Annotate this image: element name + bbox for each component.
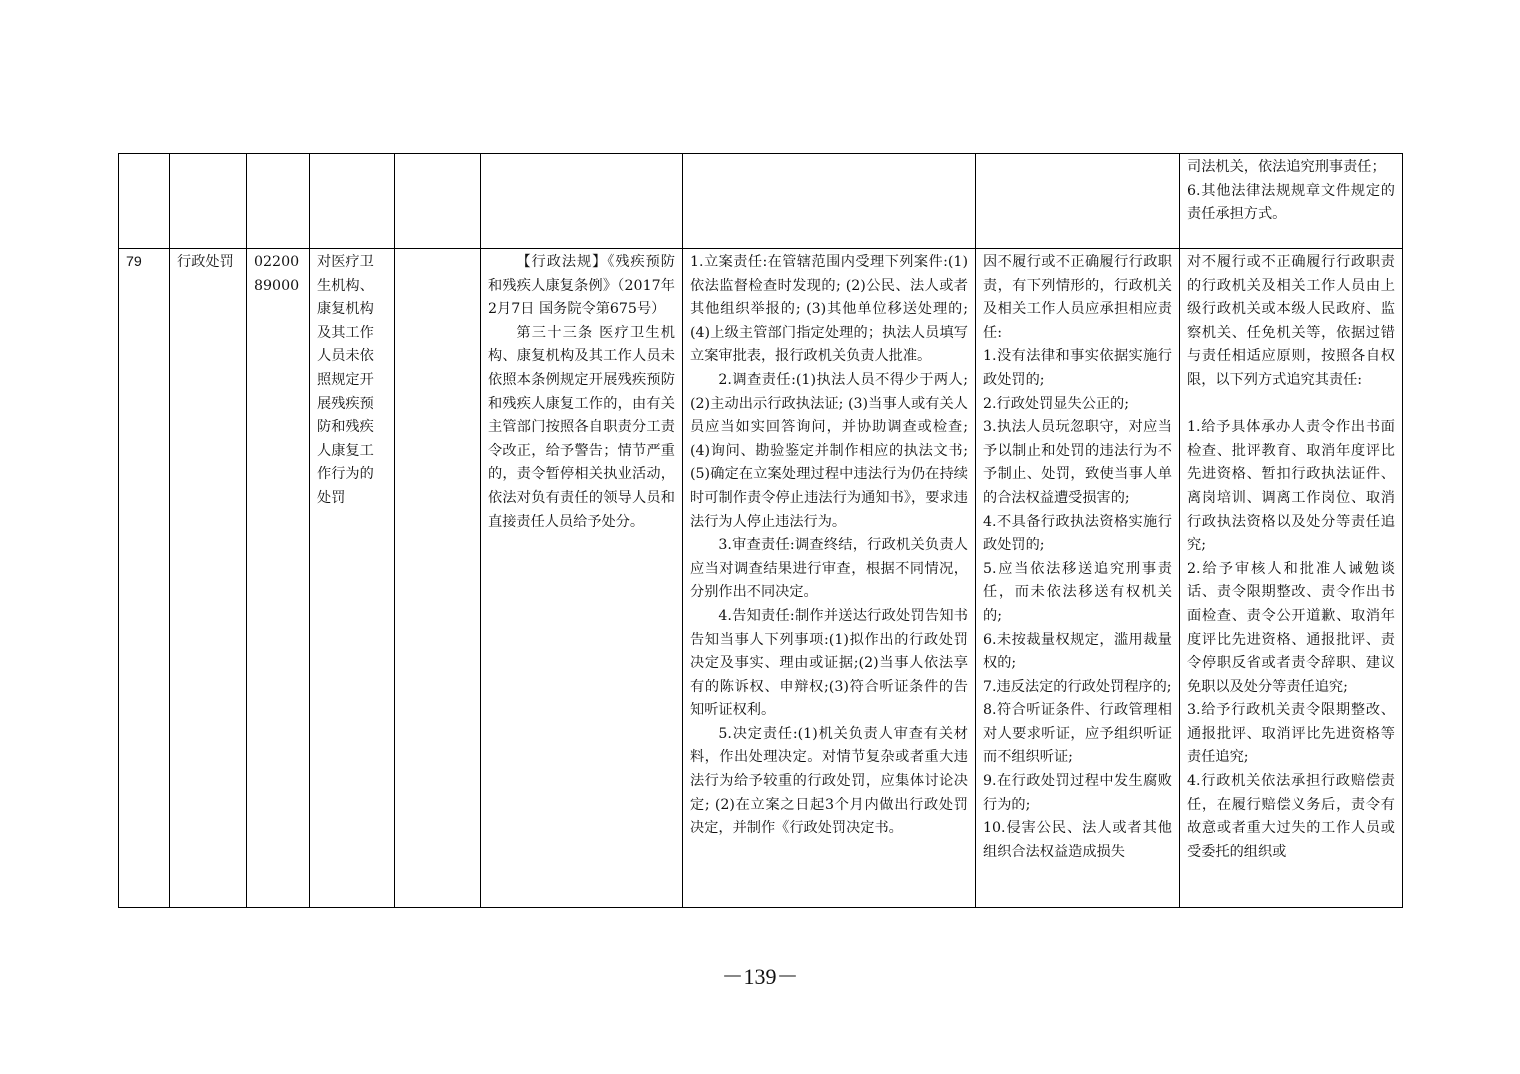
duty-paragraph: 2.调查责任:(1)执法人员不得少于两人;(2)主动出示行政执法证; (3)当事人或有关人员应当如实回答询问，并协助调查或检查; (4)询问、勘验鉴定并制作相应的执法文书; (5)确定在立案处理过程中违法行为仍在持续时可制作责令停止违法行为通知书》，要求违法行为人停止违法行为。 — [690, 371, 968, 530]
accountability-line: 8.符合听证条件、行政管理相对人要求听证，应予组织听证而不组织听证; — [983, 702, 1172, 766]
pursuit-text-line: 司法机关，依法追究刑事责任； — [1187, 159, 1386, 175]
basis-paragraph: 第三十三条 医疗卫生机构、康复机构及其工作人员未依照本条例规定开展残疾预防和残疾人康复工作的，由有关主管部门按照各自职责分工责令改正，给予警告；情节严重的，责令暂停相关执业活动，依法对负有责任的领导人员和直接责任人员给予处分。 — [488, 324, 675, 530]
basis-paragraph: 【行政法规】《残疾预防和残疾人康复条例》（2017年2月7日 国务院令第675号） — [488, 254, 675, 318]
cell-code: 0220089000 — [247, 249, 310, 908]
page-number: －139－ — [721, 964, 799, 989]
cell-item-empty — [310, 154, 395, 249]
duty-paragraph: 4.告知责任:制作并送达行政处罚告知书告知当事人下列事项:(1)拟作出的行政处罚决定及事实、理由或证据;(2)当事人依法享有的陈诉权、申辩权;(3)符合听证条件的告知听证权利。 — [690, 607, 968, 719]
pursuit-line: 2.给予审核人和批准人诫勉谈话、责令限期整改、责令作出书面检查、责令公开道歉、取消年度评比先进资格、通报批评、责令停职反省或者责令辞职、建议免职以及处分等责任追究; — [1187, 560, 1395, 695]
accountability-line: 7.违反法定的行政处罚程序的; — [983, 678, 1172, 695]
pursuit-line: 3.给予行政机关责令限期整改、通报批评、取消评比先进资格等责任追究; — [1187, 702, 1395, 766]
cell-category-empty — [170, 154, 247, 249]
pursuit-line: 1.给予具体承办人责令作出书面检查、批评教育、取消年度评比先进资格、暂扣行政执法证件、离岗培训、调离工作岗位、取消行政执法资格以及处分等责任追究; — [1187, 419, 1395, 554]
pursuit-intro: 对不履行或不正确履行行政职责的行政机关及相关工作人员由上级行政机关或本级人民政府、监察机关、任免机关等，依据过错与责任相适应原则，按照各自权限，以下列方式追究其责任: — [1187, 254, 1395, 388]
cell-item-name: 对医疗卫生机构、康复机构及其工作人员未依照规定开展残疾预防和残疾人康复工作行为的处罚 — [310, 249, 395, 908]
accountability-line: 1.没有法律和事实依据实施行政处罚的; — [983, 348, 1172, 388]
table-row-79 — [119, 249, 1403, 908]
pursuit-line: 4.行政机关依法承担行政赔偿责任，在履行赔偿义务后，责令有故意或者重大过失的工作人员或受委托的组织或 — [1187, 773, 1395, 860]
cell-accountability — [976, 249, 1180, 908]
accountability-line: 6.未按裁量权规定，滥用裁量权的; — [983, 631, 1172, 672]
accountability-line: 3.执法人员玩忽职守，对应当予以制止和处罚的违法行为不予制止、处罚，致使当事人单的合法权益遭受损害的; — [983, 419, 1172, 506]
cell-basis-empty — [481, 154, 683, 249]
cell-pursuit-continued — [1180, 154, 1403, 249]
cell-subitem-empty — [395, 154, 481, 249]
table-row-continued — [119, 154, 1403, 249]
power-list-table — [118, 153, 1403, 908]
cell-legal-basis — [481, 249, 683, 908]
accountability-line: 4.不具备行政执法资格实施行政处罚的; — [983, 513, 1172, 554]
accountability-line: 因不履行或不正确履行行政职责，有下列情形的，行政机关及相关工作人员应承担相应责任: — [983, 254, 1172, 341]
duty-paragraph: 3.审查责任:调查终结，行政机关负责人应当对调查结果进行审查，根据不同情况，分别作出不同决定。 — [690, 537, 968, 601]
cell-seq-empty — [119, 154, 170, 249]
cell-seq: 79 — [119, 249, 170, 908]
cell-subitem — [395, 249, 481, 908]
cell-code-empty — [247, 154, 310, 249]
cell-pursuit — [1180, 249, 1403, 908]
cell-duties — [683, 249, 976, 908]
cell-duties-empty — [683, 154, 976, 249]
duty-paragraph: 1.立案责任:在管辖范围内受理下列案件:(1)依法监督检查时发现的; (2)公民、法人或者其他组织举报的; (3)其他单位移送处理的; (4)上级主管部门指定处理的；执法人员填写立案审批表，报行政机关负责人批准。 — [690, 254, 968, 365]
pursuit-text-line: 6.其他法律法规规章文件规定的责任承担方式。 — [1187, 182, 1395, 223]
accountability-line: 10.侵害公民、法人或者其他组织合法权益造成损失 — [983, 820, 1172, 860]
duty-paragraph: 5.决定责任:(1)机关负责人审查有关材料，作出处理决定。对情节复杂或者重大违法行为给予较重的行政处罚，应集体讨论决定; (2)在立案之日起3个月内做出行政处罚决定，并制作《行政处罚决定书。 — [690, 725, 968, 837]
accountability-line: 9.在行政处罚过程中发生腐败行为的; — [983, 773, 1172, 813]
cell-category: 行政处罚 — [170, 249, 247, 908]
accountability-line: 2.行政处罚显失公正的; — [983, 395, 1130, 412]
cell-accountability-empty — [976, 154, 1180, 249]
accountability-line: 5.应当依法移送追究刑事责任，而未依法移送有权机关的; — [983, 560, 1172, 624]
